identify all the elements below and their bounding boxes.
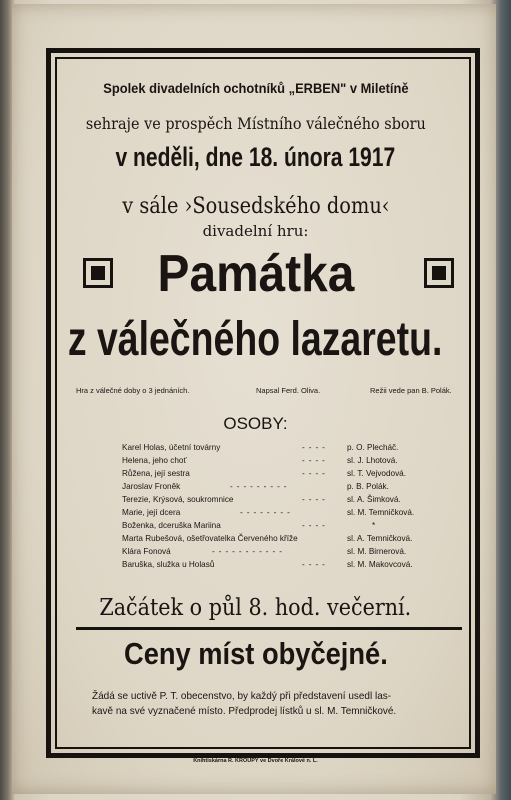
cast-actor: sl. J. Lhotová. — [347, 456, 398, 465]
cast-row — [122, 443, 482, 455]
cast-actor: sl. M. Birnerová. — [347, 547, 407, 556]
cast-role: Karel Holas, účetní továrny — [122, 443, 221, 452]
cast-row — [122, 482, 482, 494]
cast-row — [122, 521, 482, 533]
cast-row — [122, 508, 482, 520]
dash-leader: ----------- — [212, 547, 286, 556]
printer-imprint: Knihtiskárna R. KROUPY ve Dvoře Králové n. L. — [193, 758, 318, 764]
cast-actor: p. B. Polák. — [347, 482, 389, 491]
cast-actor: sl. A. Temničková. — [347, 534, 413, 543]
notice-line-1: Žádá se uctivě P. T. obecenstvo, by každý při představení usedl las- — [92, 690, 392, 702]
society-line: Spolek divadelních ochotníků „ERBEN" v Miletíně — [102, 80, 409, 96]
cast-row — [122, 469, 482, 481]
play-title-line-2: z válečného lazaretu. — [68, 313, 443, 366]
credit-author: Napsal Ferd. Oliva. — [256, 386, 321, 395]
cast-role: Jaroslav Froněk — [122, 482, 181, 491]
cast-role: Terezie, Krýsová, soukromnice — [122, 495, 234, 504]
date-line: v neděli, dne 18. února 1917 — [115, 142, 396, 172]
rule-divider — [76, 627, 462, 630]
cast-role: Marie, její dcera — [122, 508, 181, 517]
dash-leader: ---- — [302, 495, 329, 504]
dash-leader: ---- — [302, 469, 329, 478]
cast-row — [122, 456, 482, 468]
credit-genre: Hra z válečné doby o 3 jednáních. — [76, 386, 190, 395]
cast-role: Baruška, služka u Holasů — [122, 560, 215, 569]
dash-leader: ---- — [302, 443, 329, 452]
cast-row — [122, 547, 482, 559]
dash-leader: -------- — [240, 508, 294, 517]
play-title-line-1: Památka — [157, 245, 354, 303]
intro-line: sehraje ve prospěch Místního válečného sboru — [85, 114, 426, 133]
cast-role: Helena, jeho choť — [122, 456, 187, 465]
notice-line-2: kavě na své vyznačené místo. Předprodej lístků u sl. M. Temničkové. — [92, 705, 397, 717]
cast-actor: p. O. Plecháč. — [347, 443, 399, 452]
credit-director: Režii vede pan B. Polák. — [370, 386, 452, 395]
cast-role: Marta Rubešová, ošetřovatelka Červeného kříže — [122, 534, 298, 543]
cast-row — [122, 495, 482, 507]
start-time-line: Začátek o půl 8. hod. večerní. — [99, 595, 412, 621]
cast-heading: OSOBY: — [223, 414, 288, 433]
venue-line: v sále ›Sousedského domu‹ — [121, 194, 390, 219]
cast-actor: sl. A. Šimková. — [347, 495, 401, 504]
cast-actor: sl. M. Makovcová. — [347, 560, 413, 569]
play-type-line: divadelní hru: — [202, 222, 309, 240]
cast-row — [122, 534, 482, 546]
dash-leader: ---- — [302, 521, 329, 530]
prices-line: Ceny míst obyčejné. — [123, 636, 388, 671]
cast-actor: sl. M. Temničková. — [347, 508, 415, 517]
cast-role: Růžena, její sestra — [122, 469, 190, 478]
dash-leader: --------- — [230, 482, 291, 491]
cast-role: Klára Fonová — [122, 547, 171, 556]
cast-row — [122, 560, 482, 572]
cast-role: Boženka, dceruška Mariina — [122, 521, 221, 530]
cast-actor: * — [372, 521, 376, 530]
dash-leader: ---- — [302, 560, 329, 569]
dash-leader: ---- — [302, 456, 329, 465]
cast-actor: sl. T. Vejvodová. — [347, 469, 407, 478]
